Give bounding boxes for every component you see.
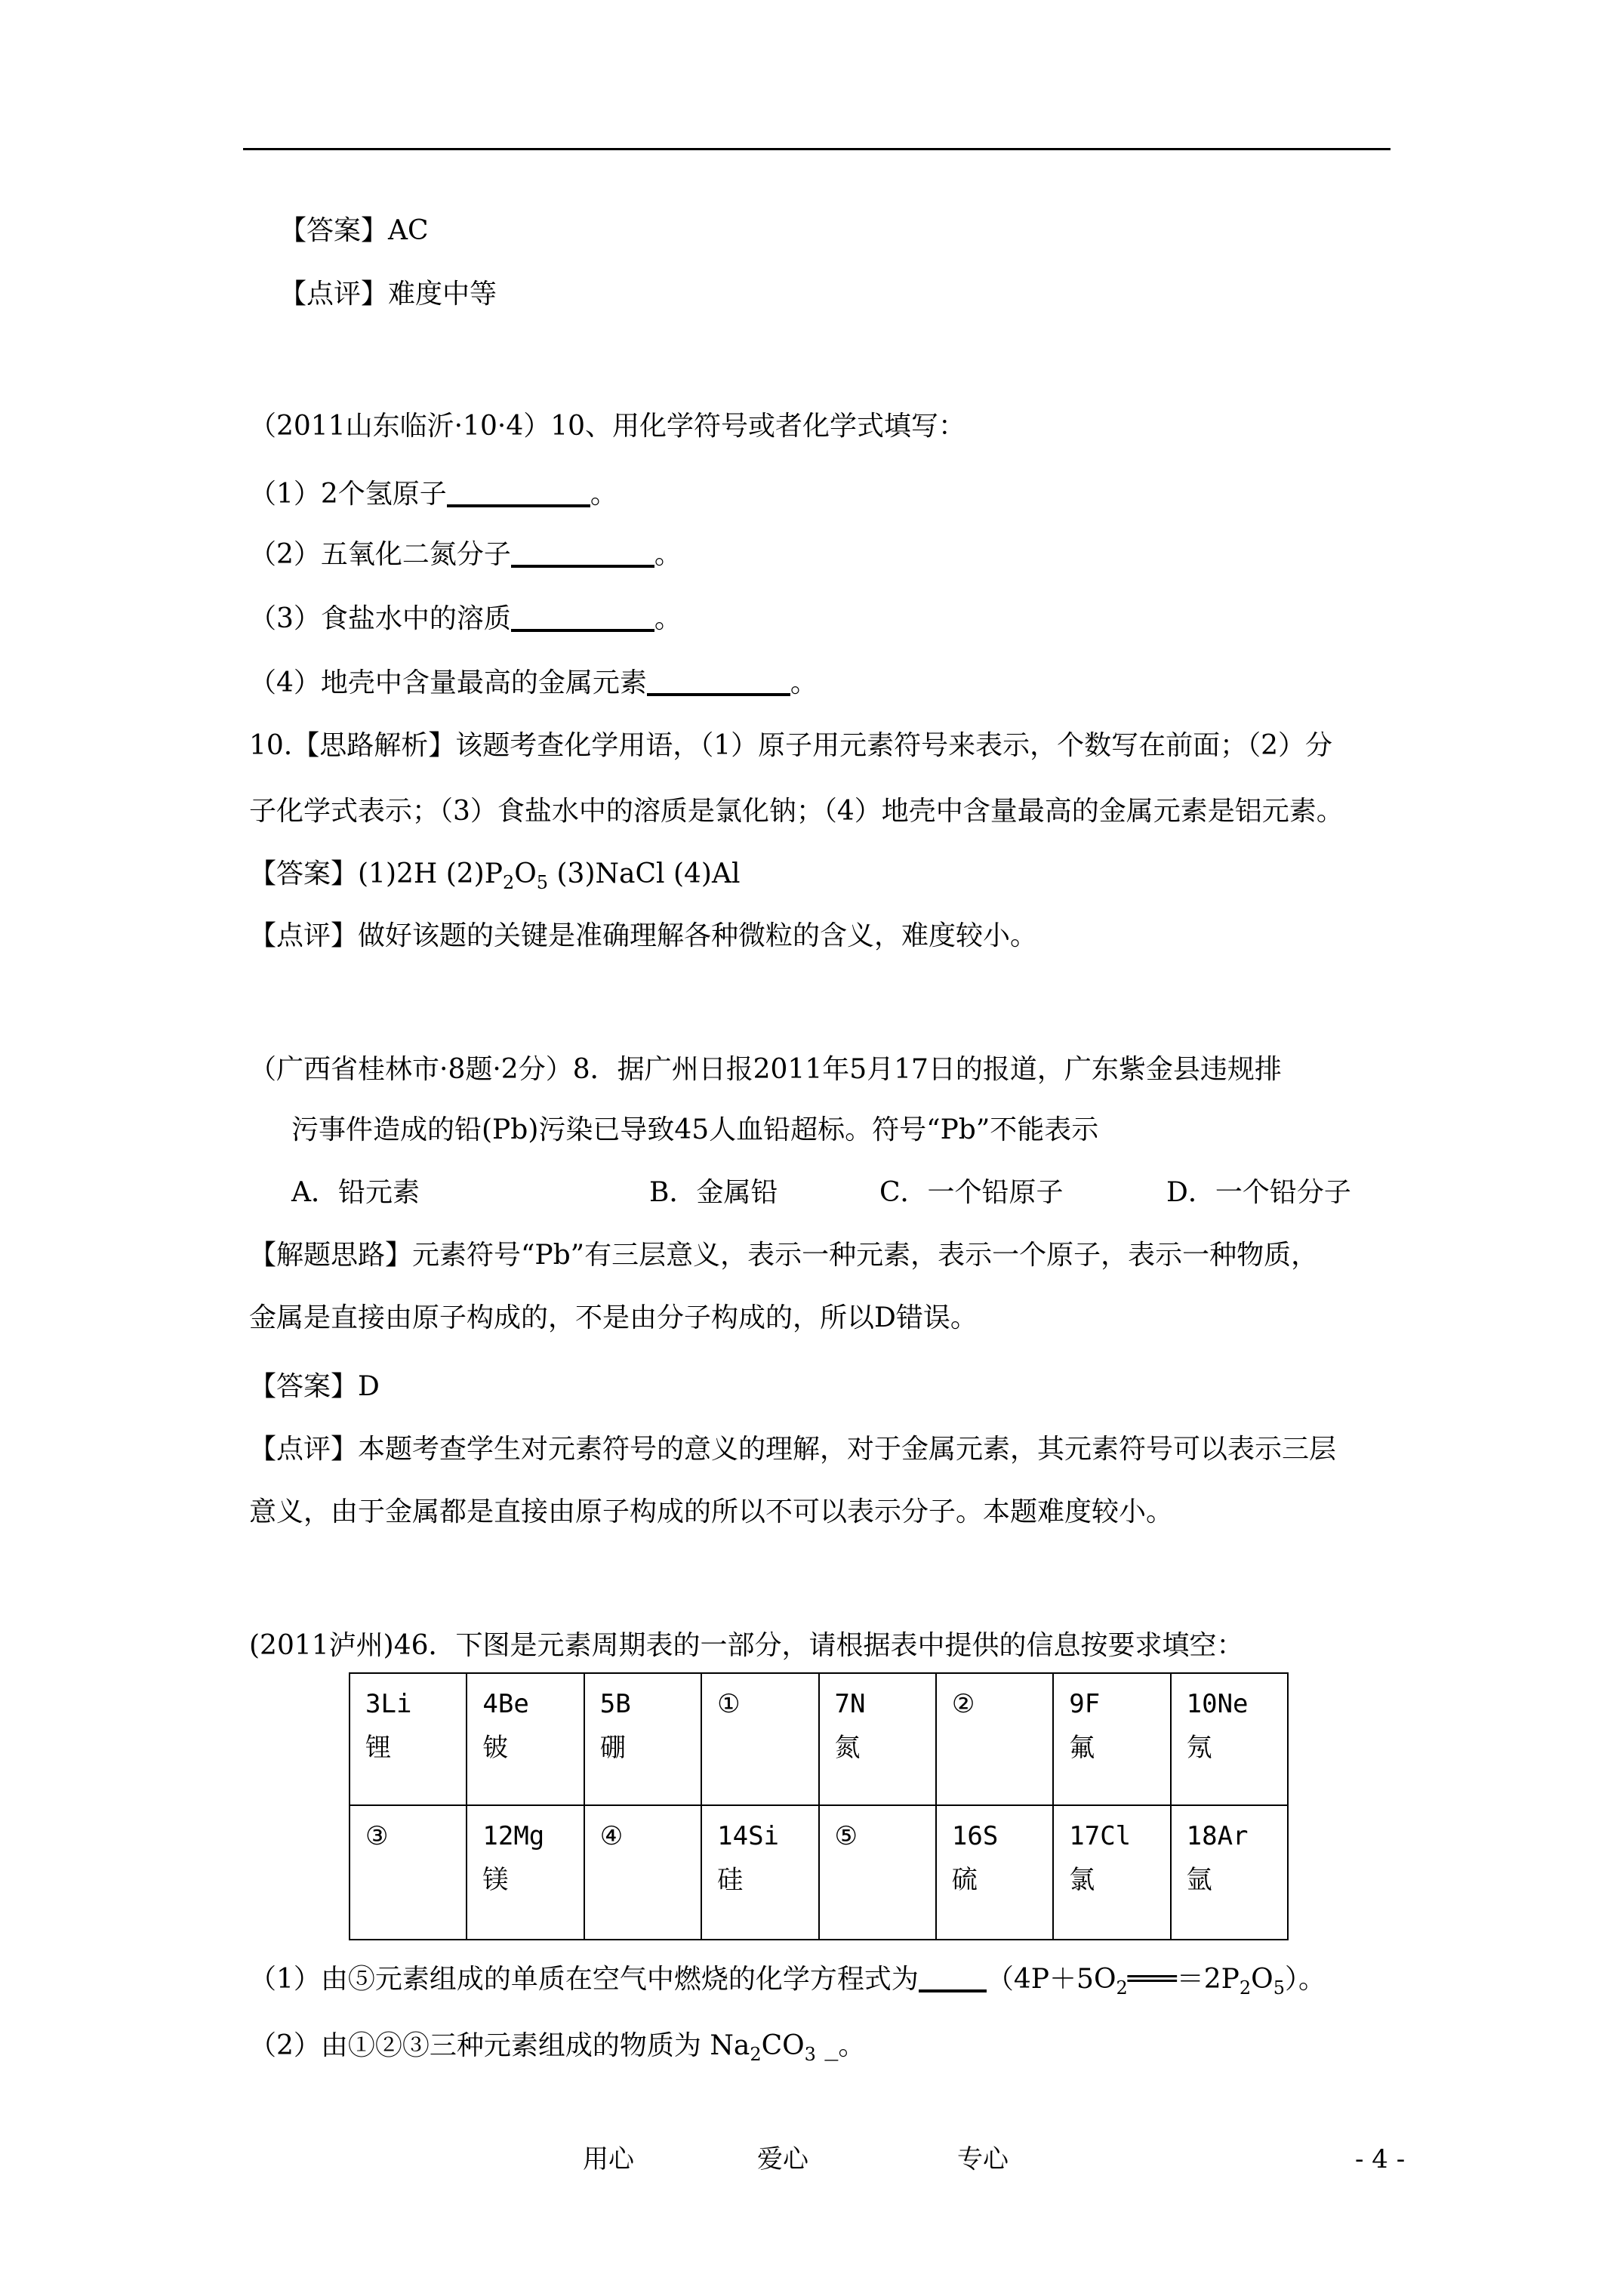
q10-part-3: （3）食盐水中的溶质 。 — [249, 596, 682, 642]
q46-stem: (2011泸州)46．下图是元素周期表的一部分，请根据表中提供的信息按要求填空： — [249, 1630, 1244, 1661]
table-cell: ① — [701, 1673, 818, 1805]
q8-choice-a: A．铅元素 — [291, 1177, 420, 1208]
table-cell: 3Li 锂 — [350, 1673, 467, 1805]
q10-part-2: （2）五氧化二氮分子 。 — [249, 532, 682, 578]
review-line: 【点评】难度中等 — [279, 279, 497, 310]
q8-review-line-1: 【点评】本题考查学生对元素符号的意义的理解，对于金属元素，其元素符号可以表示三层 — [249, 1434, 1337, 1465]
q8-choice-d: D．一个铅分子 — [1166, 1177, 1351, 1208]
q8-analysis-line-1: 【解题思路】元素符号“Pb”有三层意义，表示一种元素，表示一个原子，表示一种物质， — [249, 1240, 1319, 1271]
q10-stem: （2011山东临沂·10·4）10、用化学符号或者化学式填写： — [249, 411, 966, 442]
table-cell: 12Mg 镁 — [467, 1805, 584, 1940]
q46-part-1: （1）由⑤元素组成的单质在空气中燃烧的化学方程式为 $(4P+5O_2═══=2P_2O_5)$。 — [249, 1957, 1326, 2002]
answer-blank — [511, 535, 654, 568]
page-number: - 4 - — [1355, 2144, 1406, 2174]
table-cell: 18Ar 氩 — [1171, 1805, 1288, 1940]
q8-stem-line-2: 污事件造成的铅(Pb)污染已导致45人血铅超标。符号“Pb”不能表示 — [291, 1114, 1099, 1145]
table-cell: 7N 氮 — [819, 1673, 936, 1805]
table-cell: 5B 硼 — [584, 1673, 701, 1805]
answer-blank — [511, 599, 654, 632]
q8-choice-b: B．金属铅 — [649, 1177, 778, 1208]
q10-answer: 【答案】(1)2H $(2)P_2O_5$ (3)NaCl (4)Al — [249, 858, 741, 893]
table-row — [350, 1673, 1288, 1805]
answer-blank — [447, 474, 590, 507]
answer-blank — [647, 663, 790, 696]
table-cell: 16S 硫 — [936, 1805, 1053, 1940]
table-cell: ④ — [584, 1805, 701, 1940]
table-cell: 10Ne 氖 — [1171, 1673, 1288, 1805]
footer-left: 用心 — [583, 2144, 634, 2174]
footer-middle: 爱心 — [757, 2144, 808, 2174]
q8-answer: 【答案】D — [249, 1371, 380, 1402]
table-cell: 17Cl 氯 — [1053, 1805, 1170, 1940]
table-row — [350, 1805, 1288, 1940]
header-rule — [243, 148, 1390, 150]
table-cell: 14Si 硅 — [701, 1805, 818, 1940]
q10-analysis-line-1: 10.【思路解析】该题考查化学用语，（1）原子用元素符号来表示，个数写在前面；（2）分 — [249, 730, 1333, 761]
table-cell: ③ — [350, 1805, 467, 1940]
q8-stem-line-1: （广西省桂林市·8题·2分）8．据广州日报2011年5月17日的报道，广东紫金县违规排 — [249, 1054, 1282, 1085]
q10-part-1: （1）2个氢原子 。 — [249, 472, 617, 517]
table-cell: 9F 氟 — [1053, 1673, 1170, 1805]
table-cell: ② — [936, 1673, 1053, 1805]
q46-part-2: （2）由①②③三种元素组成的物质为 $Na_2CO_3$ _。 — [249, 2030, 866, 2065]
q8-choice-c: C．一个铅原子 — [879, 1177, 1064, 1208]
q10-analysis-line-2: 子化学式表示；（3）食盐水中的溶质是氯化钠；（4）地壳中含量最高的金属元素是铝元素。 — [249, 796, 1344, 827]
answer-blank — [919, 1959, 987, 1992]
footer-right: 专心 — [957, 2144, 1009, 2174]
q10-review: 【点评】做好该题的关键是准确理解各种微粒的含义，难度较小。 — [249, 920, 1038, 951]
table-cell: 4Be 铍 — [467, 1673, 584, 1805]
q8-review-line-2: 意义，由于金属都是直接由原子构成的所以不可以表示分子。本题难度较小。 — [249, 1496, 1174, 1527]
q8-analysis-line-2: 金属是直接由原子构成的，不是由分子构成的，所以D错误。 — [249, 1302, 978, 1333]
answer-line: 【答案】AC — [279, 215, 429, 246]
periodic-table-fragment — [349, 1672, 1289, 1940]
q10-part-4: （4）地壳中含量最高的金属元素 。 — [249, 661, 818, 706]
table-cell: ⑤ — [819, 1805, 936, 1940]
